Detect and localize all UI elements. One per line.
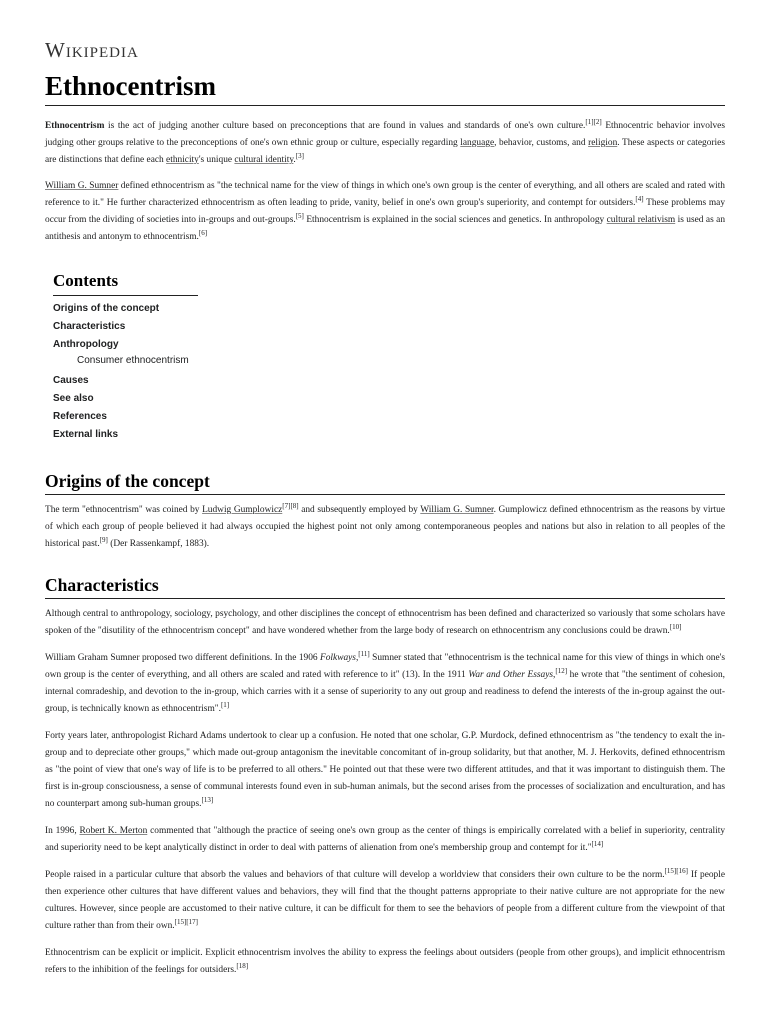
table-of-contents [53,270,198,444]
link-ludwig-gumplowicz[interactable]: Ludwig Gumplowicz [202,505,283,515]
link-robert-k-merton[interactable]: Robert K. Merton [79,826,148,836]
toc-title: Contents [53,270,198,296]
citation[interactable]: [4] [635,194,644,203]
text-run: Forty years later, anthropologist Richard Adams undertook to clear up a confusion. He noted that one scholar, G.P. Murdock, defined ethnocentrism as "the tendency to exalt the in-group and to depreciate other groups," which made out-group antagonism the inevitable concomitant of in-group solidarity, but that another, M. J. Herkovits, defined ethnocentrism as "the point of view that one's way of life is to be preferred to all others." He pointed out that these were two different attitudes, and that it was important to distinguish them. The first is in-group consciousness, a sense of communal interests found even in sub-human animals, but the second arises from the processes of socialization and enculturation, and has no counterpart among sub-human groups. [45,731,725,809]
book-title-war-and-other-essays: War and Other Essays [468,670,554,680]
link-language[interactable]: language [460,138,495,148]
text-run: In 1996, [45,826,80,836]
section-paragraph [45,728,725,813]
text-run: Sumner stated that "ethnocentrism is the technical name for this view of things in which one's own group is the center of everything, and all others are scaled and rated with reference to it" (13). In the 1911 [45,653,725,680]
text-run: Ethnocentrism is explained in the social sciences and genetics. In anthropology [303,215,607,225]
citation[interactable]: [11] [358,649,370,658]
text-run: , behavior, customs, and [494,138,589,148]
citation[interactable]: [13] [201,795,214,804]
link-ethnicity[interactable]: ethnicity [166,155,199,165]
text-run: Ethnocentrism can be explicit or implicit. Explicit ethnocentrism involves the ability to express the feelings about outsiders (people from other groups), and implicit ethnocentrism refers to the inhibition of the feelings for outsiders. [45,948,725,975]
citation[interactable]: [10] [669,622,682,631]
text-run: is used as an antithesis and antonym to ethnocentrism. [45,215,726,242]
text-run: . Gumplowicz defined ethnocentrism as the reasons by virtue of which each group of people believed it had always occupied the highest point not only among contemporaneous peoples and nations but also in relation to all peoples of the historical past. [45,505,726,549]
text-run: , [355,653,359,663]
text-run: If people then experience other cultures that have different values and behaviors, they will find that the thought patterns appropriate to their native culture are not appropriate for the new cultures. However, since people are accustomed to their native culture, it can be difficult for them to see the behaviors of people from a different culture from the viewpoint of that culture rather than from their own. [45,870,725,931]
citation[interactable]: [1][2] [585,117,602,126]
section-heading-origins: Origins of the concept [45,469,725,495]
citation[interactable]: [14] [591,839,604,848]
citation[interactable]: [9] [99,535,108,544]
toc-item-characteristics[interactable]: Characteristics [53,321,126,332]
text-run: commented that "although the practice of seeing one's own group as the center of things is empirically correlated with a belief in superiority, centrality and superiority need to be kept analytically distinct in order to deal with patterns of alienation from one's membership group and contempt for it." [45,826,726,853]
lead-term: Ethnocentrism [45,121,105,131]
text-run: Ethnocentric behavior involves judging other groups relative to the preconceptions of one's own ethnic group or culture, especially regarding [45,121,725,148]
section-paragraph [45,502,725,553]
toc-item-see-also[interactable]: See also [53,393,94,404]
article-page [45,0,725,979]
section-paragraph [45,945,725,979]
citation[interactable]: [7][8] [282,501,299,510]
text-run: The term "ethnocentrism" was coined by [45,505,203,515]
text-run: is the act of judging another culture based on preconceptions that are found in values and standards of one's own culture. [104,121,586,131]
citation[interactable]: [15][17] [174,917,198,926]
text-run: he wrote that "the sentiment of cohesion, internal comradeship, and devotion to the in-group, which carries with it a sense of superiority to any out group and readiness to defend the interests of the in-group against the out-group, is technically known as ethnocentrism". [45,670,725,714]
citation[interactable]: [5] [295,211,304,220]
section-paragraph [45,606,725,640]
page-title: Ethnocentrism [45,70,725,106]
toc-item-consumer-ethnocentrism[interactable]: Consumer ethnocentrism [77,355,189,366]
text-run: William Graham Sumner proposed two different definitions. In the 1906 [45,653,321,663]
lead-paragraph [45,118,725,169]
text-run: defined ethnocentrism as "the technical name for the view of things in which one's own group is the center of everything, and all others are scaled and rated with reference to it." He further characterized ethnocentrism as often leading to pride, vanity, belief in one's own group's superiority, and contempt for outsiders. [45,181,725,208]
text-run: These problems may occur from the dividing of societies into in-groups and out-groups. [45,198,726,225]
link-william-g-sumner[interactable]: William G. Sumner [45,181,119,191]
section-paragraph [45,650,725,718]
toc-item-external-links[interactable]: External links [53,429,119,440]
toc-list [53,300,198,444]
text-run: People raised in a particular culture that absorb the values and behaviors of that culture will develop a worldview that considers their own culture to be the norm. [45,870,665,880]
toc-item-origins[interactable]: Origins of the concept [53,303,160,314]
toc-item-causes[interactable]: Causes [53,375,89,386]
text-run: , [553,670,556,680]
text-run: Although central to anthropology, sociology, psychology, and other disciplines the concept of ethnocentrism has been defined and characterized so variously that some scholars have spoken of the "disutility of the ethnocentrism concept" and have wondered whether from the large body of research on ethnocentrism any conclusions could be drawn. [45,609,725,636]
book-title-folkways: Folkways [320,653,356,663]
citation[interactable]: [12] [555,666,568,675]
section-paragraph [45,823,725,857]
link-cultural-relativism[interactable]: cultural relativism [606,215,676,225]
link-cultural-identity[interactable]: cultural identity [234,155,294,165]
citation[interactable]: [6] [198,228,208,237]
text-run: and subsequently employed by [298,505,421,515]
toc-item-references[interactable]: References [53,411,107,422]
lead-paragraph [45,178,725,246]
text-run: (Der Rassenkampf, 1883). [107,539,210,549]
section-paragraph [45,867,725,935]
text-run: . [293,155,296,165]
section-heading-characteristics: Characteristics [45,573,725,599]
citation[interactable]: [1] [220,700,230,709]
text-run: . These aspects or categories are distinctions that define each [45,138,725,165]
link-religion[interactable]: religion [588,138,618,148]
citation[interactable]: [18] [236,961,249,970]
toc-item-anthropology[interactable]: Anthropology [53,339,119,350]
link-william-g-sumner[interactable]: William G. Sumner [420,505,494,515]
text-run: 's unique [198,155,235,165]
citation[interactable]: [15][16] [664,866,688,875]
citation[interactable]: [3] [295,151,304,160]
wikipedia-wordmark[interactable]: Wikipedia [45,38,139,62]
